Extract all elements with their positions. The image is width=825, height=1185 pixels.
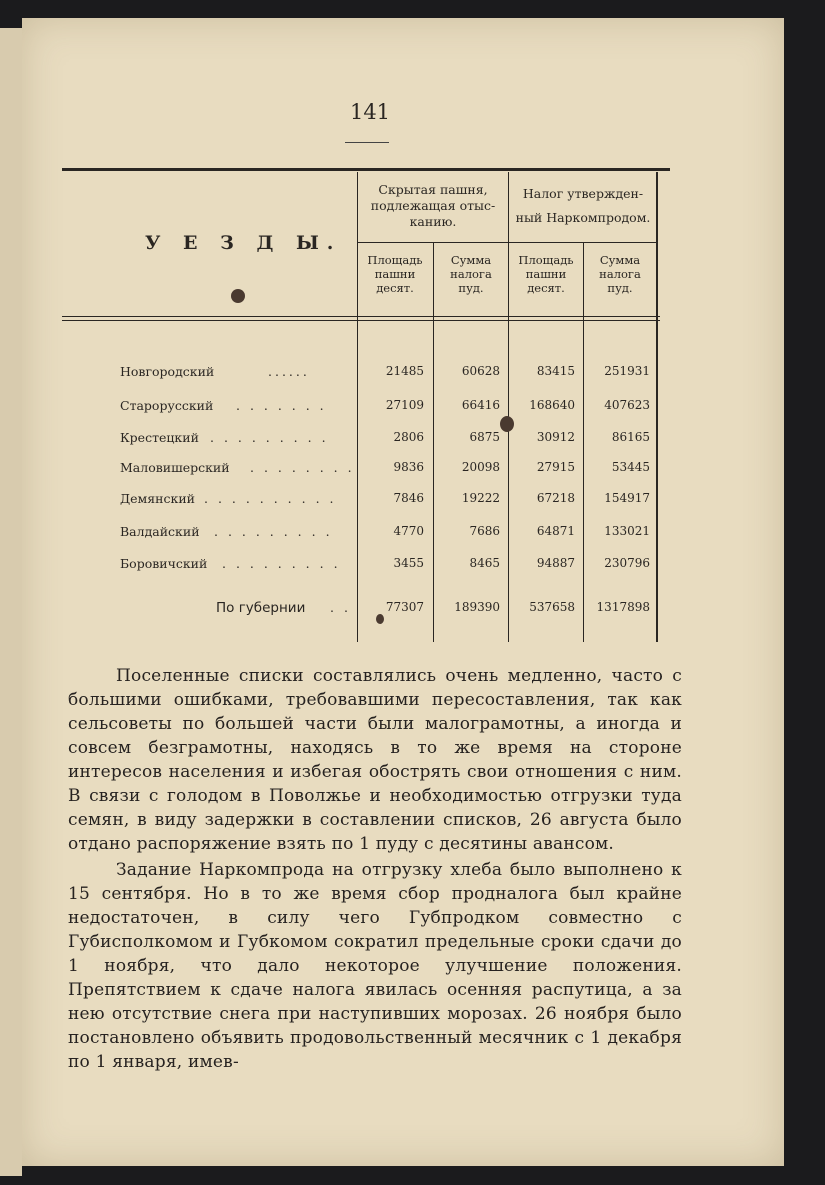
- cell: 19222: [461, 491, 500, 505]
- cell: 133021: [604, 524, 650, 538]
- cell: 67218: [536, 491, 575, 505]
- row-name: Валдайский: [120, 524, 200, 539]
- cell: 251931: [604, 364, 650, 378]
- cell: 21485: [385, 364, 424, 378]
- paragraph: Поселенные списки составлялись очень медленно, часто с большими ошибками, требовавшими пересоставления, так как сельсоветы по большей части были малограмотны, а иногда и совсем безграмотны, находясь в то же время на стороне интересов населения и избегая обострять свои отношения с ним. В связи с голодом в Поволжье и необходимостью отгрузки туда семян, в виду задержки в составлении списков, 26 августа было отдано распоряжение взять по 1 пуду с десятины авансом.: [68, 666, 682, 854]
- leader-dots: . . . . . . . . .: [210, 430, 329, 445]
- cell: 168640: [529, 398, 575, 412]
- cell: 30912: [536, 430, 575, 444]
- cell: 66416: [461, 398, 500, 412]
- cell: 27915: [536, 460, 575, 474]
- cell: 3455: [393, 556, 424, 570]
- row-header: У Е З Д Ы.: [145, 232, 342, 254]
- column-header: Сумма налога пуд.: [599, 253, 641, 295]
- table-group-rule: [357, 242, 657, 243]
- leader-dots: ......: [268, 364, 310, 379]
- column-header: Площадь пашни десят.: [367, 253, 423, 295]
- row-name: Маловишерский: [120, 460, 230, 475]
- leader-dots: . . . . . . . . .: [222, 556, 341, 571]
- cell: 189390: [454, 600, 500, 614]
- leader-dots: . .: [330, 600, 351, 615]
- cell: 407623: [604, 398, 650, 412]
- cell: 2806: [393, 430, 424, 444]
- row-name: Крестецкий: [120, 430, 199, 445]
- page-number-underline: [345, 142, 389, 143]
- cell: 94887: [536, 556, 575, 570]
- cell: 86165: [611, 430, 650, 444]
- book-gutter: [0, 28, 22, 1176]
- cell: 537658: [529, 600, 575, 614]
- cell: 60628: [461, 364, 500, 378]
- cell: 7686: [469, 524, 500, 538]
- table-header-rule-2: [62, 320, 660, 321]
- cell: 27109: [385, 398, 424, 412]
- group-header-hidden-arable: Скрытая пашня, подлежащая отысканию.: [370, 182, 496, 229]
- row-name: Демянский: [120, 491, 195, 506]
- cell: 230796: [604, 556, 650, 570]
- row-name: Старорусский: [120, 398, 214, 413]
- table-header-rule: [62, 316, 660, 317]
- cell: 53445: [611, 460, 650, 474]
- leader-dots: . . . . . . . .: [250, 460, 355, 475]
- cell: 154917: [604, 491, 650, 505]
- ink-spot: [376, 614, 384, 624]
- ink-spot: [500, 416, 514, 432]
- column-header: Площадь пашни десят.: [518, 253, 574, 295]
- body-text: [68, 664, 682, 1074]
- leader-dots: . . . . . . . . .: [214, 524, 333, 539]
- cell: 83415: [536, 364, 575, 378]
- paragraph: Задание Наркомпрода на отгрузку хлеба было выполнено к 15 сентября. Но в то же время сбор продналога был крайне недостаточен, в силу чего Губпродком совместно с Губисполкомом и Губкомом сократил предельные сроки сдачи до 1 ноября, что дало некоторое улучшение положения. Препятствием к сдаче налога явилась осенняя распутица, а за нею отсутствие снега при наступивших морозах. 26 ноября было постановлено объявить продовольственный месячник с 1 декабря по 1 января, имев-: [68, 860, 682, 1072]
- table-vline-5: [656, 172, 658, 642]
- cell: 4770: [393, 524, 424, 538]
- cell: 20098: [461, 460, 500, 474]
- ink-spot: [231, 289, 245, 303]
- leader-dots: . . . . . . .: [236, 398, 327, 413]
- leader-dots: . . . . . . . . . .: [204, 491, 337, 506]
- group-header-approved-tax: Налог утвержденный Наркомпродом.: [515, 186, 651, 225]
- cell: 8465: [469, 556, 500, 570]
- cell: 77307: [385, 600, 424, 614]
- cell: 7846: [393, 491, 424, 505]
- cell: 1317898: [596, 600, 650, 614]
- page-number: 141: [349, 100, 391, 124]
- row-name: Боровичский: [120, 556, 208, 571]
- cell: 64871: [536, 524, 575, 538]
- cell: 9836: [393, 460, 424, 474]
- column-header: Сумма налога пуд.: [450, 253, 492, 295]
- row-name: Новгородский: [120, 364, 215, 379]
- total-label: По губернии: [216, 600, 306, 616]
- table-top-rule: [62, 168, 670, 171]
- cell: 6875: [469, 430, 500, 444]
